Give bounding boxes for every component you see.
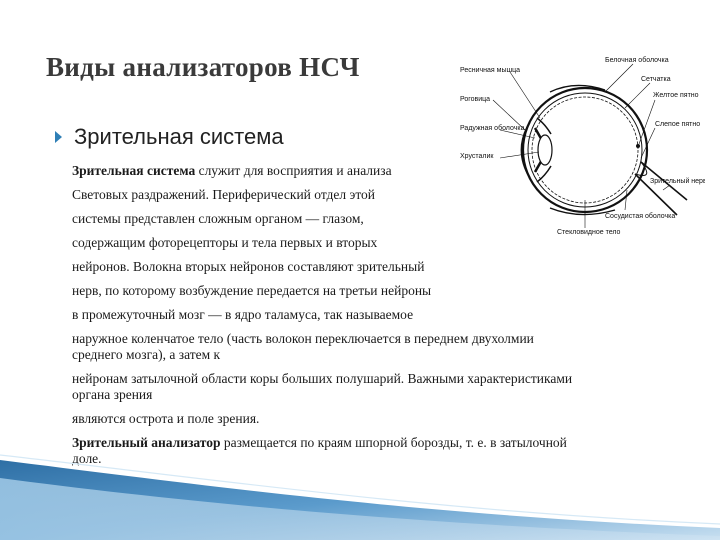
bullet-heading [55, 124, 284, 150]
label-lens: Хрусталик [460, 153, 494, 160]
body-line-1-rest: служит для восприятия и анализа [195, 163, 392, 178]
bullet-text: Зрительная система [74, 124, 284, 149]
body-line-5: нейронов. Волокна вторых нейронов составляют зрительный [72, 259, 425, 274]
yellow-spot-mark [636, 144, 640, 148]
body-line-10: нейронам затылочной области коры больших полушарий. Важными характеристиками [72, 371, 573, 386]
body-line-8: наружное коленчатое тело (часть волокон переключается в переднем двухолмии [72, 331, 534, 346]
label-choroid: Сосудистая оболочка [605, 213, 676, 220]
eye-diagram [455, 50, 705, 245]
body-line-7: в промежуточный мозг — в ядро таламуса, так называемое [72, 307, 414, 322]
slide-title: Виды анализаторов НСЧ [46, 52, 360, 82]
bullet-arrow-icon [55, 131, 62, 143]
body-line-6: нерв, по которому возбуждение передается на третьи нейроны [72, 283, 432, 298]
body-line-14: доле. [72, 451, 102, 466]
body-line-4: содержащим фоторецепторы и тела первых и вторых [72, 235, 378, 250]
label-blind-spot: Слепое пятно [655, 121, 701, 128]
body-line-9: среднего мозга), а затем к [72, 347, 221, 362]
term-visual-system: Зрительная система [72, 163, 196, 178]
label-ciliary: Ресничная мышца [460, 67, 521, 74]
eye-diagram-svg [455, 50, 705, 245]
decorative-bottom-band [0, 440, 720, 540]
label-iris: Радужная оболочка [460, 125, 525, 132]
body-line-2: Световых раздражений. Периферический отдел этой [72, 187, 376, 202]
label-vitreous: Стекловидное тело [557, 229, 621, 236]
label-yellow-spot: Желтое пятно [653, 92, 699, 99]
label-cornea: Роговица [460, 96, 491, 103]
body-line-12: являются острота и поле зрения. [72, 411, 260, 426]
label-sclera: Белочная оболочка [605, 57, 669, 64]
body-line-3: системы представлен сложным органом — глазом, [72, 211, 364, 226]
body-line-11: органа зрения [72, 387, 153, 402]
body-line-13-rest: размещается по краям шпорной борозды, т. е. в затылочной [220, 435, 567, 450]
lens-shape [538, 135, 552, 165]
label-optic-nerve: Зрительный нерв [650, 178, 705, 185]
label-retina: Сетчатка [641, 76, 671, 83]
term-visual-analyzer: Зрительный анализатор [72, 435, 221, 450]
body-line-1 [72, 163, 392, 179]
